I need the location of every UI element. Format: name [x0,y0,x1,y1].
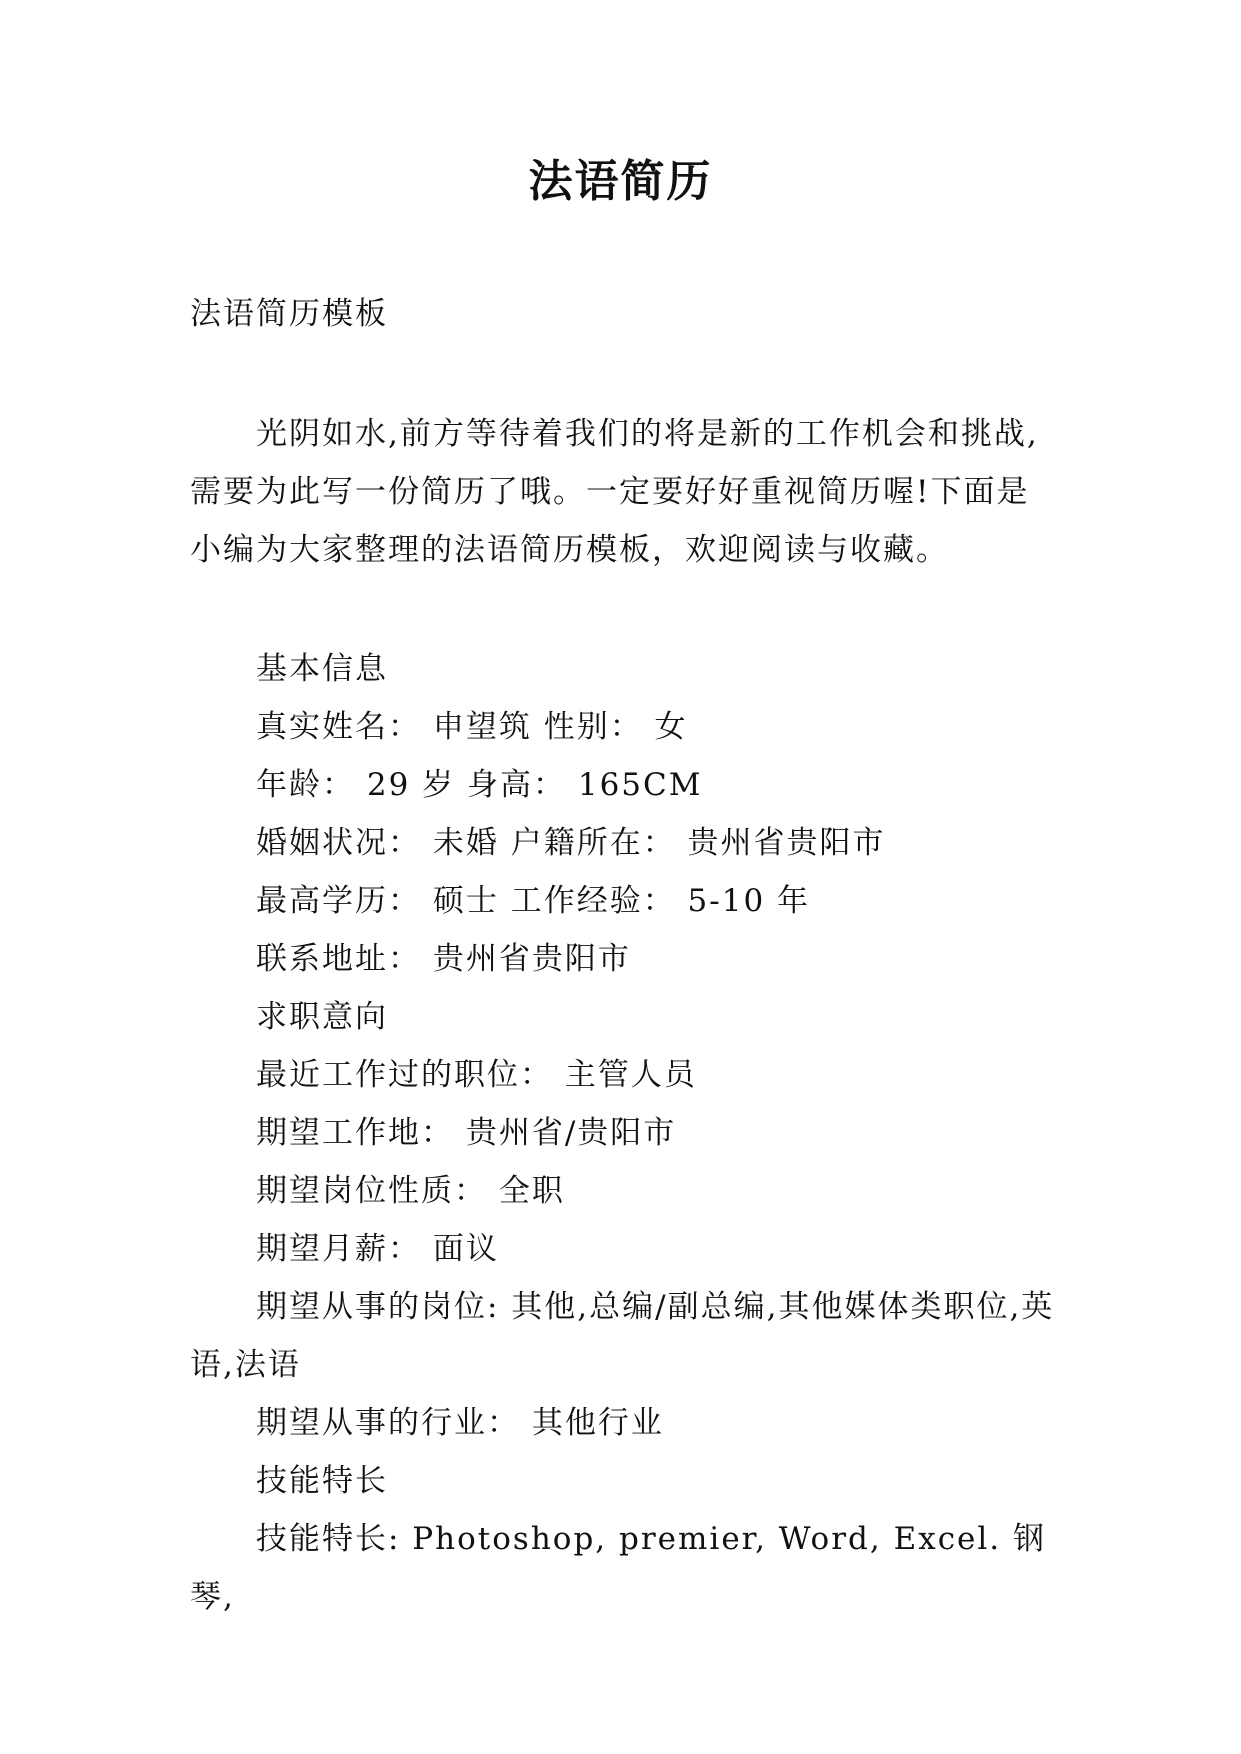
intro-paragraph: 光阴如水,前方等待着我们的将是新的工作机会和挑战,需要为此写一份简历了哦。一定要好好重视简历喔!下面是小编为大家整理的法语简历模板，欢迎阅读与收藏。 [190,416,1039,568]
info-line-job-type: 期望岗位性质： 全职 [256,1173,565,1209]
info-line-education-experience: 最高学历： 硕士 工作经验： 5-10 年 [256,883,811,919]
info-line-expected-industry: 期望从事的行业： 其他行业 [256,1405,664,1441]
info-line-address: 联系地址： 贵州省贵阳市 [256,941,631,977]
info-line-marital-residence: 婚姻状况： 未婚 户籍所在： 贵州省贵阳市 [256,825,886,861]
info-line-skills: 技能特长: Photoshop, premier, Word, Excel. 钢琴, [190,1521,1047,1615]
document-subtitle: 法语简历模板 [190,296,388,332]
section-heading-basic-info: 基本信息 [256,651,388,687]
info-line-age-height: 年龄： 29 岁 身高： 165CM [256,767,703,803]
info-line-expected-location: 期望工作地： 贵州省/贵阳市 [256,1115,677,1151]
info-line-expected-positions: 期望从事的岗位: 其他,总编/副总编,其他媒体类职位,英语,法语 [190,1289,1055,1383]
info-line-recent-position: 最近工作过的职位： 主管人员 [256,1057,697,1093]
info-line-expected-salary: 期望月薪： 面议 [256,1231,499,1267]
section-heading-job-intention: 求职意向 [256,999,388,1035]
section-heading-skills: 技能特长 [256,1463,388,1499]
resume-info-list [190,640,1060,1626]
document-title: 法语简历 [528,156,713,207]
info-line-name-gender: 真实姓名： 申望筑 性别： 女 [256,709,688,745]
